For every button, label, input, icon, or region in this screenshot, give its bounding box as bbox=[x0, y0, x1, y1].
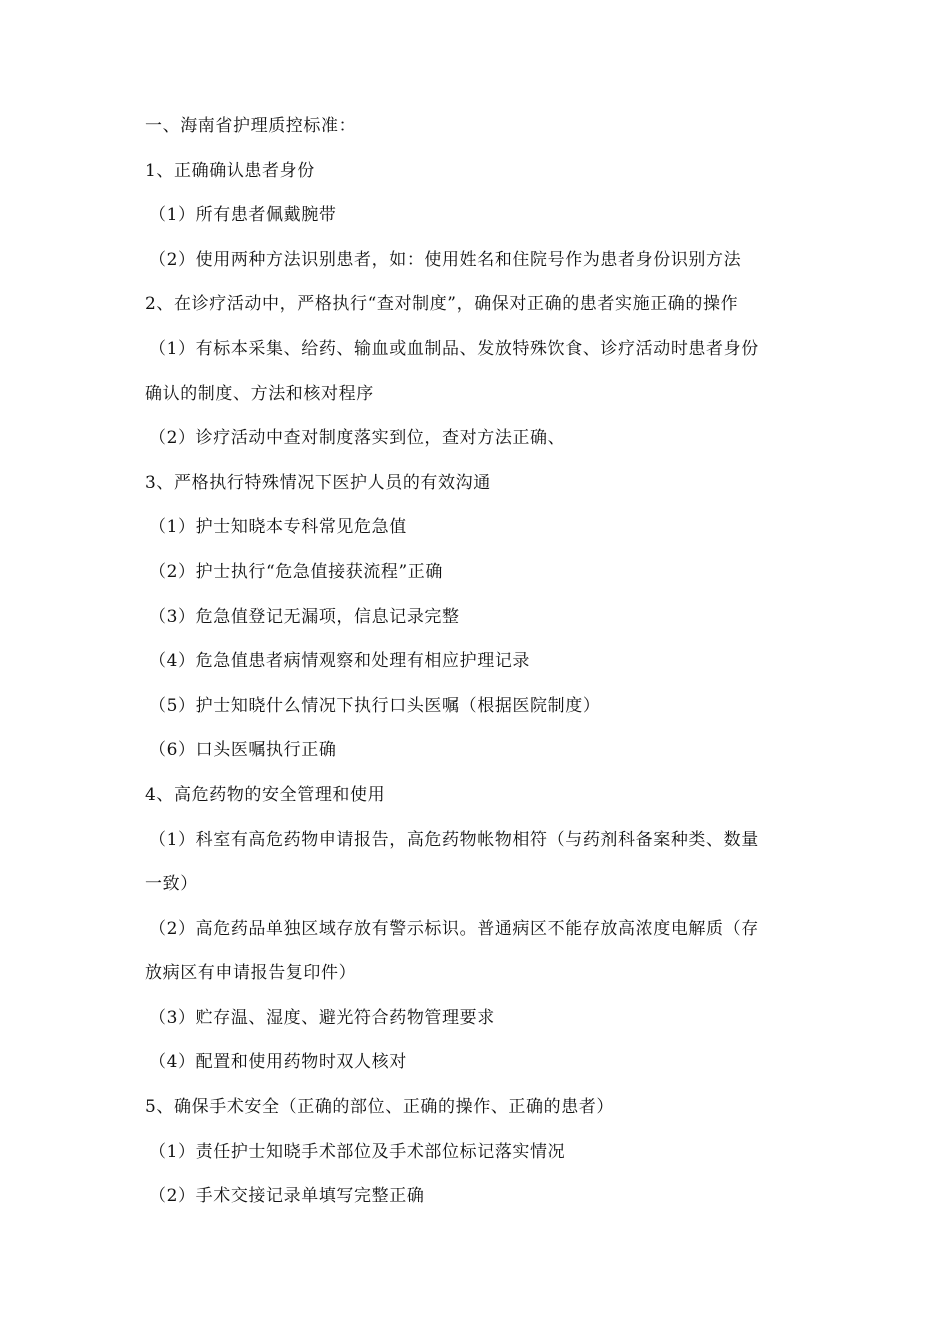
section-2-item-2: （2）诊疗活动中查对制度落实到位，查对方法正确、 bbox=[149, 428, 566, 449]
heading-quality-standards: 一、海南省护理质控标准： bbox=[145, 116, 357, 136]
section-3-item-5: （5）护士知晓什么情况下执行口头医嘱（根据医院制度） bbox=[149, 695, 601, 716]
section-5-heading: 5、确保手术安全（正确的部位、正确的操作、正确的患者） bbox=[145, 1097, 615, 1118]
section-3-item-6: （6）口头医嘱执行正确 bbox=[149, 740, 337, 761]
section-4-item-3: （3）贮存温、湿度、避光符合药物管理要求 bbox=[149, 1007, 495, 1028]
document-body bbox=[145, 104, 815, 1219]
section-5-item-2: （2）手术交接记录单填写完整正确 bbox=[149, 1186, 425, 1207]
section-3-heading: 3、严格执行特殊情况下医护人员的有效沟通 bbox=[145, 472, 491, 493]
section-1-item-2: （2）使用两种方法识别患者，如：使用姓名和住院号作为患者身份识别方法 bbox=[149, 249, 742, 270]
section-2-item-1-continued: 确认的制度、方法和核对程序 bbox=[145, 383, 374, 404]
section-2-heading: 2、在诊疗活动中，严格执行“查对制度”，确保对正确的患者实施正确的操作 bbox=[145, 294, 739, 315]
section-4-item-4: （4）配置和使用药物时双人核对 bbox=[149, 1052, 407, 1073]
section-3-item-2: （2）护士执行“危急值接获流程”正确 bbox=[149, 561, 443, 582]
section-5-item-1: （1）责任护士知晓手术部位及手术部位标记落实情况 bbox=[149, 1141, 566, 1162]
section-4-item-2: （2）高危药品单独区域存放有警示标识。普通病区不能存放高浓度电解质（存 bbox=[149, 918, 759, 939]
section-2-item-1: （1）有标本采集、给药、输血或血制品、发放特殊饮食、诊疗活动时患者身份 bbox=[149, 338, 759, 359]
section-4-item-2-continued: 放病区有申请报告复印件） bbox=[145, 963, 357, 984]
section-1-heading: 1、正确确认患者身份 bbox=[145, 160, 315, 181]
section-3-item-4: （4）危急值患者病情观察和处理有相应护理记录 bbox=[149, 651, 531, 672]
section-3-item-3: （3）危急值登记无漏项，信息记录完整 bbox=[149, 606, 460, 627]
section-1-item-1: （1）所有患者佩戴腕带 bbox=[149, 205, 337, 226]
section-3-item-1: （1）护士知晓本专科常见危急值 bbox=[149, 517, 407, 538]
section-4-heading: 4、高危药物的安全管理和使用 bbox=[145, 784, 386, 805]
section-4-item-1-continued: 一致） bbox=[145, 874, 198, 895]
section-4-item-1: （1）科室有高危药物申请报告，高危药物帐物相符（与药剂科备案种类、数量 bbox=[149, 829, 759, 850]
